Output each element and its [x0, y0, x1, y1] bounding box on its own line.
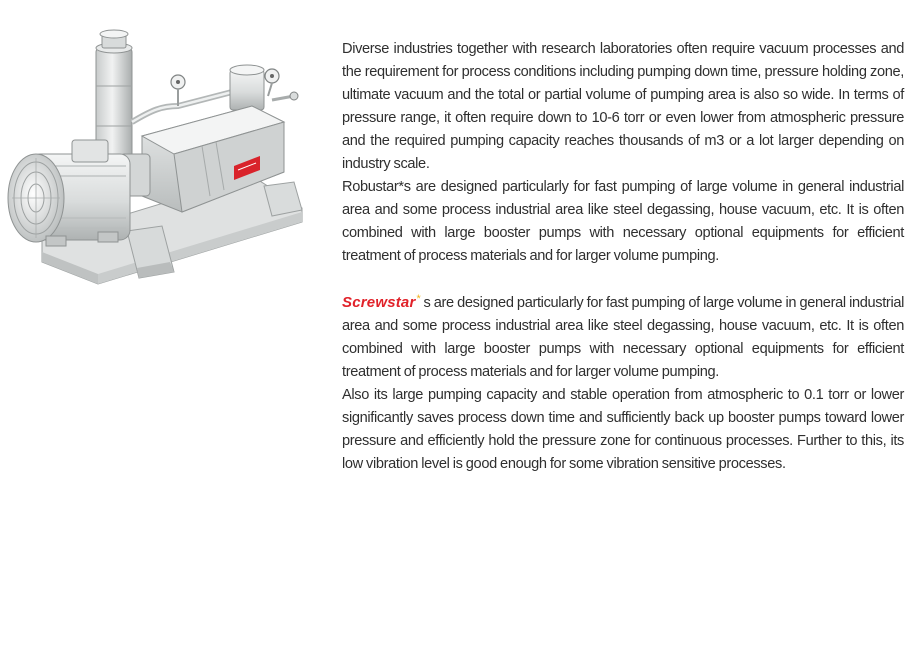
- robustar-paragraph: Robustar*s are designed particularly for fast pumping of large volume in general industrial area and some process industrial area like steel degassing, house vacuum, etc. It is often combined with large booster pumps with necessary optional equipments for efficient treatment of process materials and for larger volume pumping.: [342, 179, 904, 264]
- product-image: [2, 26, 312, 288]
- paragraph-spacer: [342, 268, 904, 291]
- screwstar-description: s are designed particularly for fast pumping of large volume in general industrial area and some process industrial area like steel degassing, house vacuum, etc. It is often combined with large booster pumps with necessary optional equipments for efficient treatment of process materials and for larger volume pumping.: [342, 295, 904, 380]
- screwstar-paragraph: [342, 291, 904, 384]
- intro-paragraph: Diverse industries together with research laboratories often require vacuum processes and the requirement for process conditions including pumping down time, pressure holding zone, ultimate vacuum and the total or partial volume of pumping area is also so wide. In terms of pressure range, it often require down to 10-6 torr or even lower from atmospheric pressure and the required pumping capacity reaches thousands of m3 or a lot larger depending on industry scale.: [342, 41, 904, 172]
- capacity-paragraph: Also its large pumping capacity and stable operation from atmospheric to 0.1 torr or lower significantly saves process down time and sufficiently back up booster pumps toward lower pressure and efficiently hold the pressure zone for continuous processes. Further to this, its low vibration level is good enough for some vibration sensitive processes.: [342, 387, 904, 472]
- brand-star-mark: *: [416, 293, 421, 305]
- screwstar-brand-name: Screwstar: [342, 294, 416, 311]
- screw-pump-illustration: [2, 26, 312, 288]
- description-text: [342, 38, 904, 476]
